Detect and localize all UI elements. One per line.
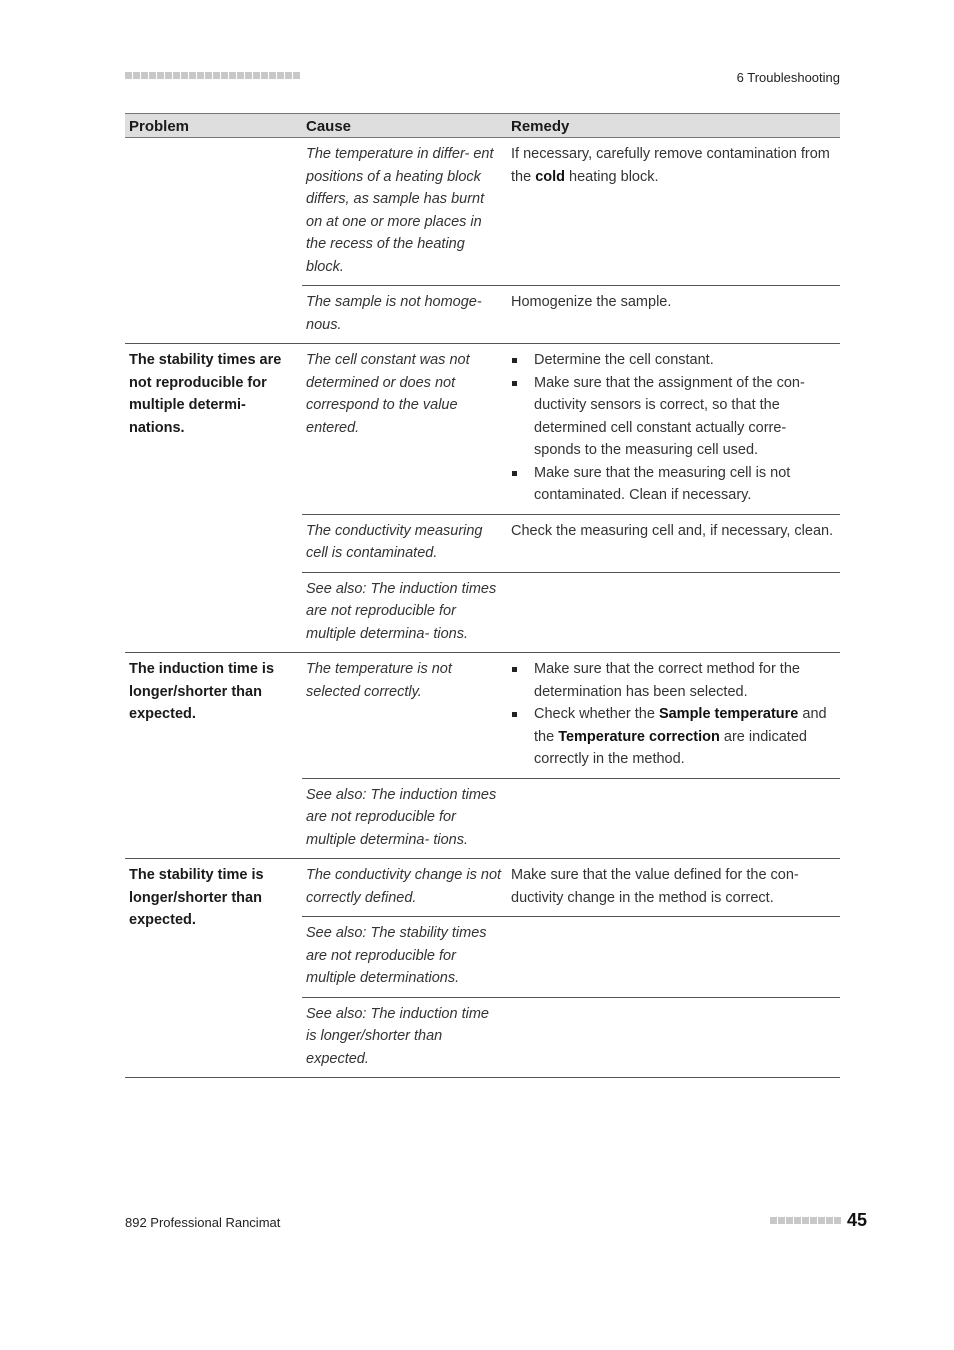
page-footer	[770, 1210, 867, 1231]
remedy-text: Determine the cell constant.	[534, 352, 714, 368]
remedy-cell	[507, 572, 840, 653]
remedy-cell	[507, 778, 840, 859]
remedy-cell	[507, 653, 840, 779]
troubleshooting-table	[125, 113, 840, 1078]
table-row	[125, 653, 840, 779]
remedy-text: Make sure that the measuring cell is not contaminated. Clean if necessary.	[534, 464, 791, 503]
remedy-text: Make sure that the correct method for the determination has been selected.	[534, 661, 800, 700]
remedy-text: are indicated correctly in the method.	[534, 728, 807, 767]
remedy-text: Check the measuring cell and, if necessary, clean.	[511, 522, 834, 539]
remedy-cell	[507, 514, 840, 572]
column-header-remedy: Remedy	[507, 114, 840, 138]
remedy-list	[511, 349, 836, 507]
problem-cell: The induction time is longer/shorter than expected.	[125, 653, 302, 859]
problem-cell	[125, 138, 302, 344]
footer-decoration	[770, 1217, 841, 1224]
header-decoration	[125, 72, 300, 79]
remedy-cell	[507, 917, 840, 998]
remedy-list	[511, 658, 836, 771]
page-number: 45	[846, 1210, 867, 1230]
table-row	[125, 138, 840, 286]
column-header-cause: Cause	[302, 114, 507, 138]
table-body	[125, 138, 840, 1078]
remedy-list-item	[511, 372, 836, 462]
table-row	[125, 344, 840, 515]
cause-cell: See also: The induction times are not reproducible for multiple determina- tions.	[302, 572, 507, 653]
remedy-list-item	[511, 703, 836, 771]
remedy-bold-text: Sample temperature	[658, 706, 799, 722]
remedy-cell	[507, 997, 840, 1078]
table-header-row	[125, 114, 840, 138]
table-row	[125, 859, 840, 917]
remedy-text: Make sure that the assignment of the con- ductivity sensors is correct, so that the determined cell constant actually corre- sponds to the measuring cell used.	[534, 374, 805, 458]
cause-cell: The temperature is not selected correctly.	[302, 653, 507, 779]
cause-cell: See also: The stability times are not reproducible for multiple determinations.	[302, 917, 507, 998]
remedy-text: Homogenize the sample.	[511, 294, 672, 310]
remedy-bold-text: Temperature correction	[558, 728, 720, 745]
remedy-cell	[507, 859, 840, 917]
cause-cell: See also: The induction time is longer/shorter than expected.	[302, 997, 507, 1078]
remedy-list-item	[511, 658, 836, 703]
remedy-text: and the	[534, 706, 827, 745]
problem-cell: The stability time is longer/shorter than expected.	[125, 859, 302, 1078]
cause-cell: See also: The induction times are not reproducible for multiple determina- tions.	[302, 778, 507, 859]
cause-cell: The cell constant was not determined or does not correspond to the value entered.	[302, 344, 507, 515]
cause-cell: The conductivity change is not correctly defined.	[302, 859, 507, 917]
remedy-list-item	[511, 349, 836, 372]
product-name: 892 Professional Rancimat	[125, 1215, 281, 1230]
remedy-list-item	[511, 462, 836, 507]
problem-cell: The stability times are not reproducible for multiple determi- nations.	[125, 344, 302, 653]
remedy-cell	[507, 344, 840, 515]
remedy-text: If necessary, carefully remove contamination from the	[511, 146, 830, 185]
cause-cell: The sample is not homoge- nous.	[302, 286, 507, 344]
remedy-text: Make sure that the value defined for the con- ductivity change in the method is correct.	[511, 867, 799, 906]
cause-cell: The temperature in differ- ent positions of a heating block differs, as sample has burnt on at one or more places in the recess of the heating block.	[302, 138, 507, 286]
remedy-text: heating block.	[565, 168, 659, 185]
chapter-title: 6 Troubleshooting	[736, 70, 840, 85]
remedy-text: Check whether the	[534, 706, 659, 722]
cause-cell: The conductivity measuring cell is contaminated.	[302, 514, 507, 572]
remedy-bold-text: cold	[535, 168, 565, 185]
column-header-problem: Problem	[125, 114, 302, 138]
remedy-cell	[507, 286, 840, 344]
remedy-cell	[507, 138, 840, 286]
